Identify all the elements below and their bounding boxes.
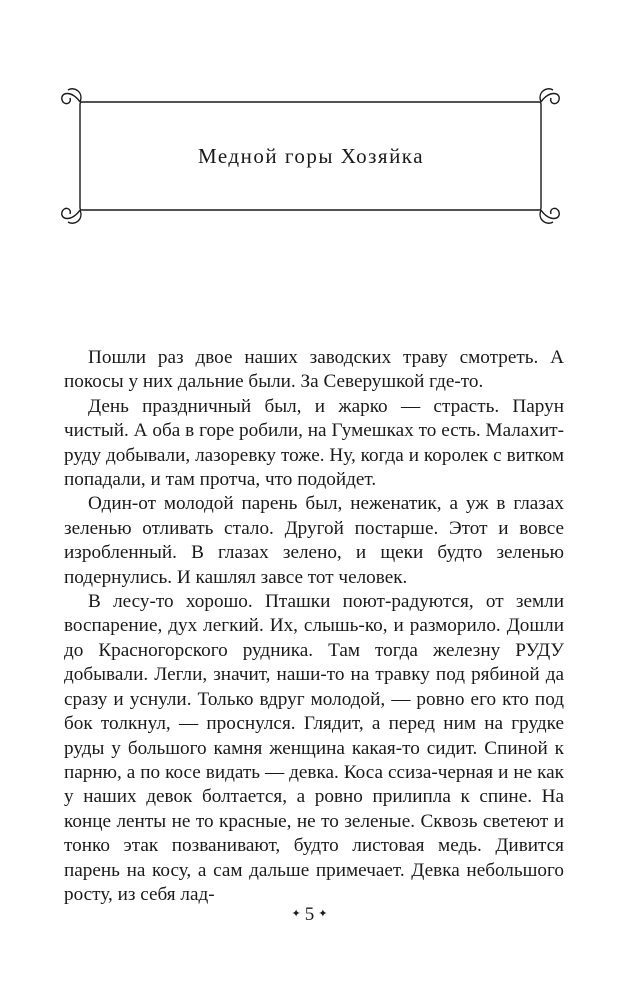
ornament-right-icon: ✦	[318, 907, 328, 920]
chapter-title: Медной горы Хозяйка	[197, 144, 425, 168]
paragraph: Один-от молодой парень был, неженатик, а уж в глазах зеленью отливать стало. Другой постарше. Этот и вовсе изробленный. В глазах зелено, и щеки будто зеленью подернулись. И кашлял завсе тот человек.	[64, 493, 564, 588]
page-footer	[0, 903, 619, 928]
paragraph: Пошли раз двое наших заводских траву смотреть. А покосы у них дальние были. За Северушкой где-то.	[64, 347, 564, 393]
paragraph: В лесу-то хорошо. Пташки поют-радуются, от земли воспарение, дух легкий. Их, слышь-ко, и разморило. Дошли до Красногорского рудника. Там тогда железну РУДУ добывали. Легли, значит, наши-то на травку под рябиной да сразу и уснули. Только вдруг молодой, — ровно его кто под бок толкнул, — проснулся. Глядит, а перед ним на грудке руды у большого камня женщина какая-то сидит. Спиной к парню, а по косе видать — девка. Коса ссиза-черная и не как у наших девок болтается, а ровно прилипла к спине. На конце ленты не то красные, не то зеленые. Сквозь светеют и тонко этак позванивают, будто листовая медь. Дивится парень на косу, а сам дальше примечает. Девка небольшого росту, из себя лад-	[64, 591, 564, 905]
body-text	[64, 346, 564, 907]
page-number: 5	[304, 904, 315, 925]
paragraph: День праздничный был, и жарко — страсть. Парун чистый. А оба в горе робили, на Гумешках то есть. Малахит-руду добывали, лазоревку тоже. Ну, когда и королек с витком попадали, и там протча, что подойдет.	[64, 395, 564, 491]
ornament-left-icon: ✦	[291, 907, 301, 920]
